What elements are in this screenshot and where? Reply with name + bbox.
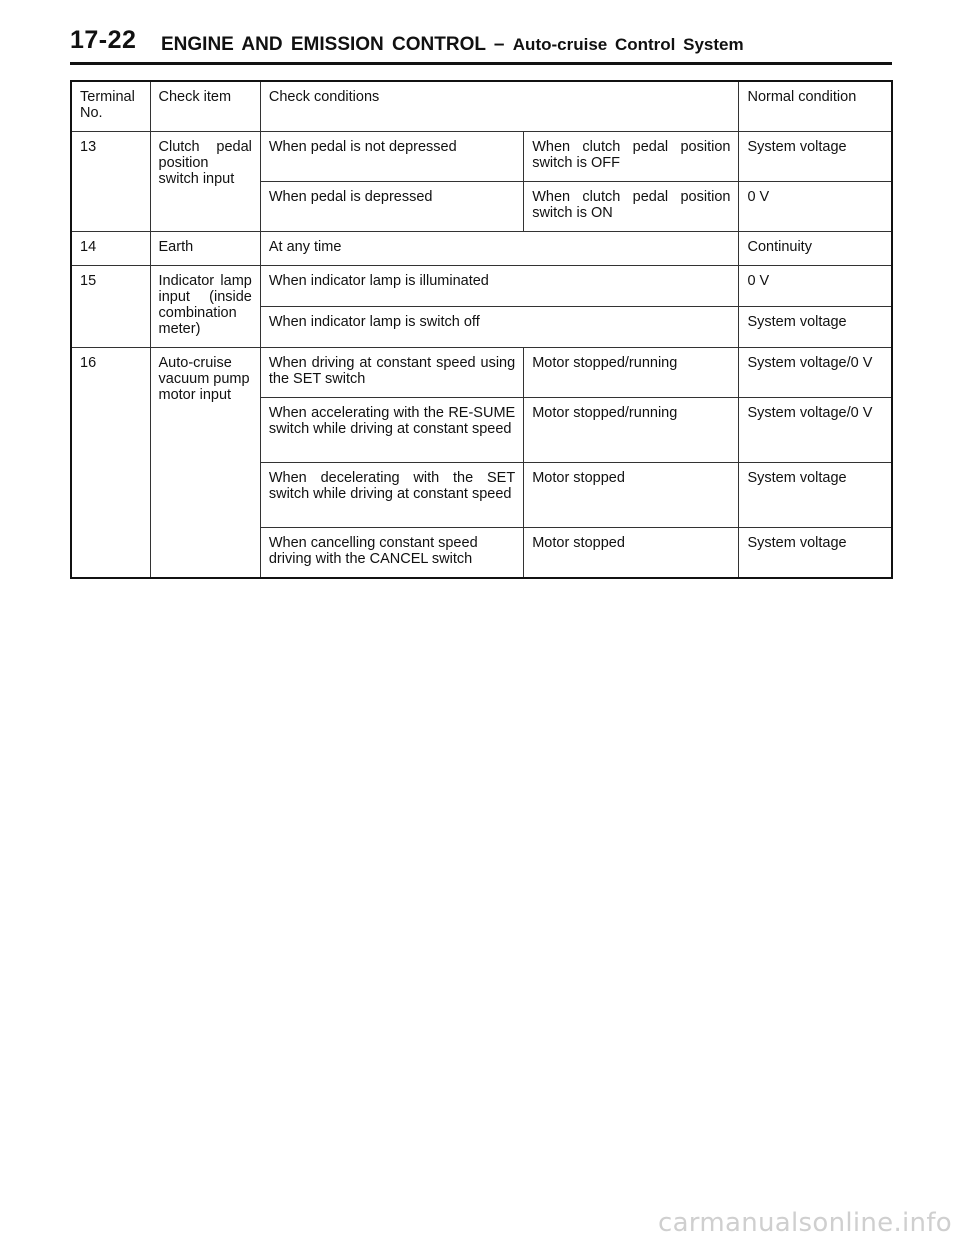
- terminal-13: 13: [71, 132, 150, 232]
- section-title: ENGINE AND EMISSION CONTROL: [161, 34, 486, 55]
- title-separator: –: [493, 34, 505, 55]
- check-item-15: Indicator lamp input (inside combination meter): [150, 266, 260, 348]
- condition-13-2: When pedal is depressed: [260, 182, 523, 232]
- table-row: [71, 232, 892, 266]
- table-header-row: [71, 81, 892, 132]
- condition-15-1: When indicator lamp is illuminated: [260, 266, 739, 307]
- table-row: [71, 132, 892, 182]
- condition-16-4: When cancelling constant speed driving with the CANCEL switch: [260, 528, 523, 579]
- normal-16-2: System voltage/0 V: [739, 398, 892, 463]
- normal-13-1: System voltage: [739, 132, 892, 182]
- watermark: carmanualsonline.info: [657, 1208, 952, 1238]
- page-title: [161, 34, 744, 56]
- sub-condition-16-4: Motor stopped: [524, 528, 739, 579]
- condition-16-2: When accelerating with the RE-SUME switch while driving at constant speed: [260, 398, 523, 463]
- sub-condition-13-2: When clutch pedal position switch is ON: [524, 182, 739, 232]
- header-normal-condition: Normal condition: [739, 81, 892, 132]
- check-item-13: Clutch pedal position switch input: [150, 132, 260, 232]
- normal-16-4: System voltage: [739, 528, 892, 579]
- check-item-14: Earth: [150, 232, 260, 266]
- condition-14: At any time: [260, 232, 739, 266]
- header-terminal: Terminal No.: [71, 81, 150, 132]
- normal-15-2: System voltage: [739, 307, 892, 348]
- normal-15-1: 0 V: [739, 266, 892, 307]
- sub-condition-13-1: When clutch pedal position switch is OFF: [524, 132, 739, 182]
- table-row: [71, 266, 892, 307]
- condition-13-1: When pedal is not depressed: [260, 132, 523, 182]
- sub-condition-16-3: Motor stopped: [524, 463, 739, 528]
- terminal-15: 15: [71, 266, 150, 348]
- condition-16-3: When decelerating with the SET switch while driving at constant speed: [260, 463, 523, 528]
- normal-14: Continuity: [739, 232, 892, 266]
- terminal-check-table: [70, 80, 893, 579]
- header-check-conditions: Check conditions: [260, 81, 739, 132]
- condition-16-1: When driving at constant speed using the SET switch: [260, 348, 523, 398]
- terminal-14: 14: [71, 232, 150, 266]
- normal-13-2: 0 V: [739, 182, 892, 232]
- sub-condition-16-1: Motor stopped/running: [524, 348, 739, 398]
- terminal-16: 16: [71, 348, 150, 579]
- section-subtitle: Auto-cruise Control System: [512, 35, 744, 54]
- page-header: [70, 26, 892, 65]
- normal-16-1: System voltage/0 V: [739, 348, 892, 398]
- table-row: [71, 348, 892, 398]
- normal-16-3: System voltage: [739, 463, 892, 528]
- header-check-item: Check item: [150, 81, 260, 132]
- page-number: 17-22: [70, 26, 137, 54]
- check-item-16: Auto-cruise vacuum pump motor input: [150, 348, 260, 579]
- sub-condition-16-2: Motor stopped/running: [524, 398, 739, 463]
- condition-15-2: When indicator lamp is switch off: [260, 307, 739, 348]
